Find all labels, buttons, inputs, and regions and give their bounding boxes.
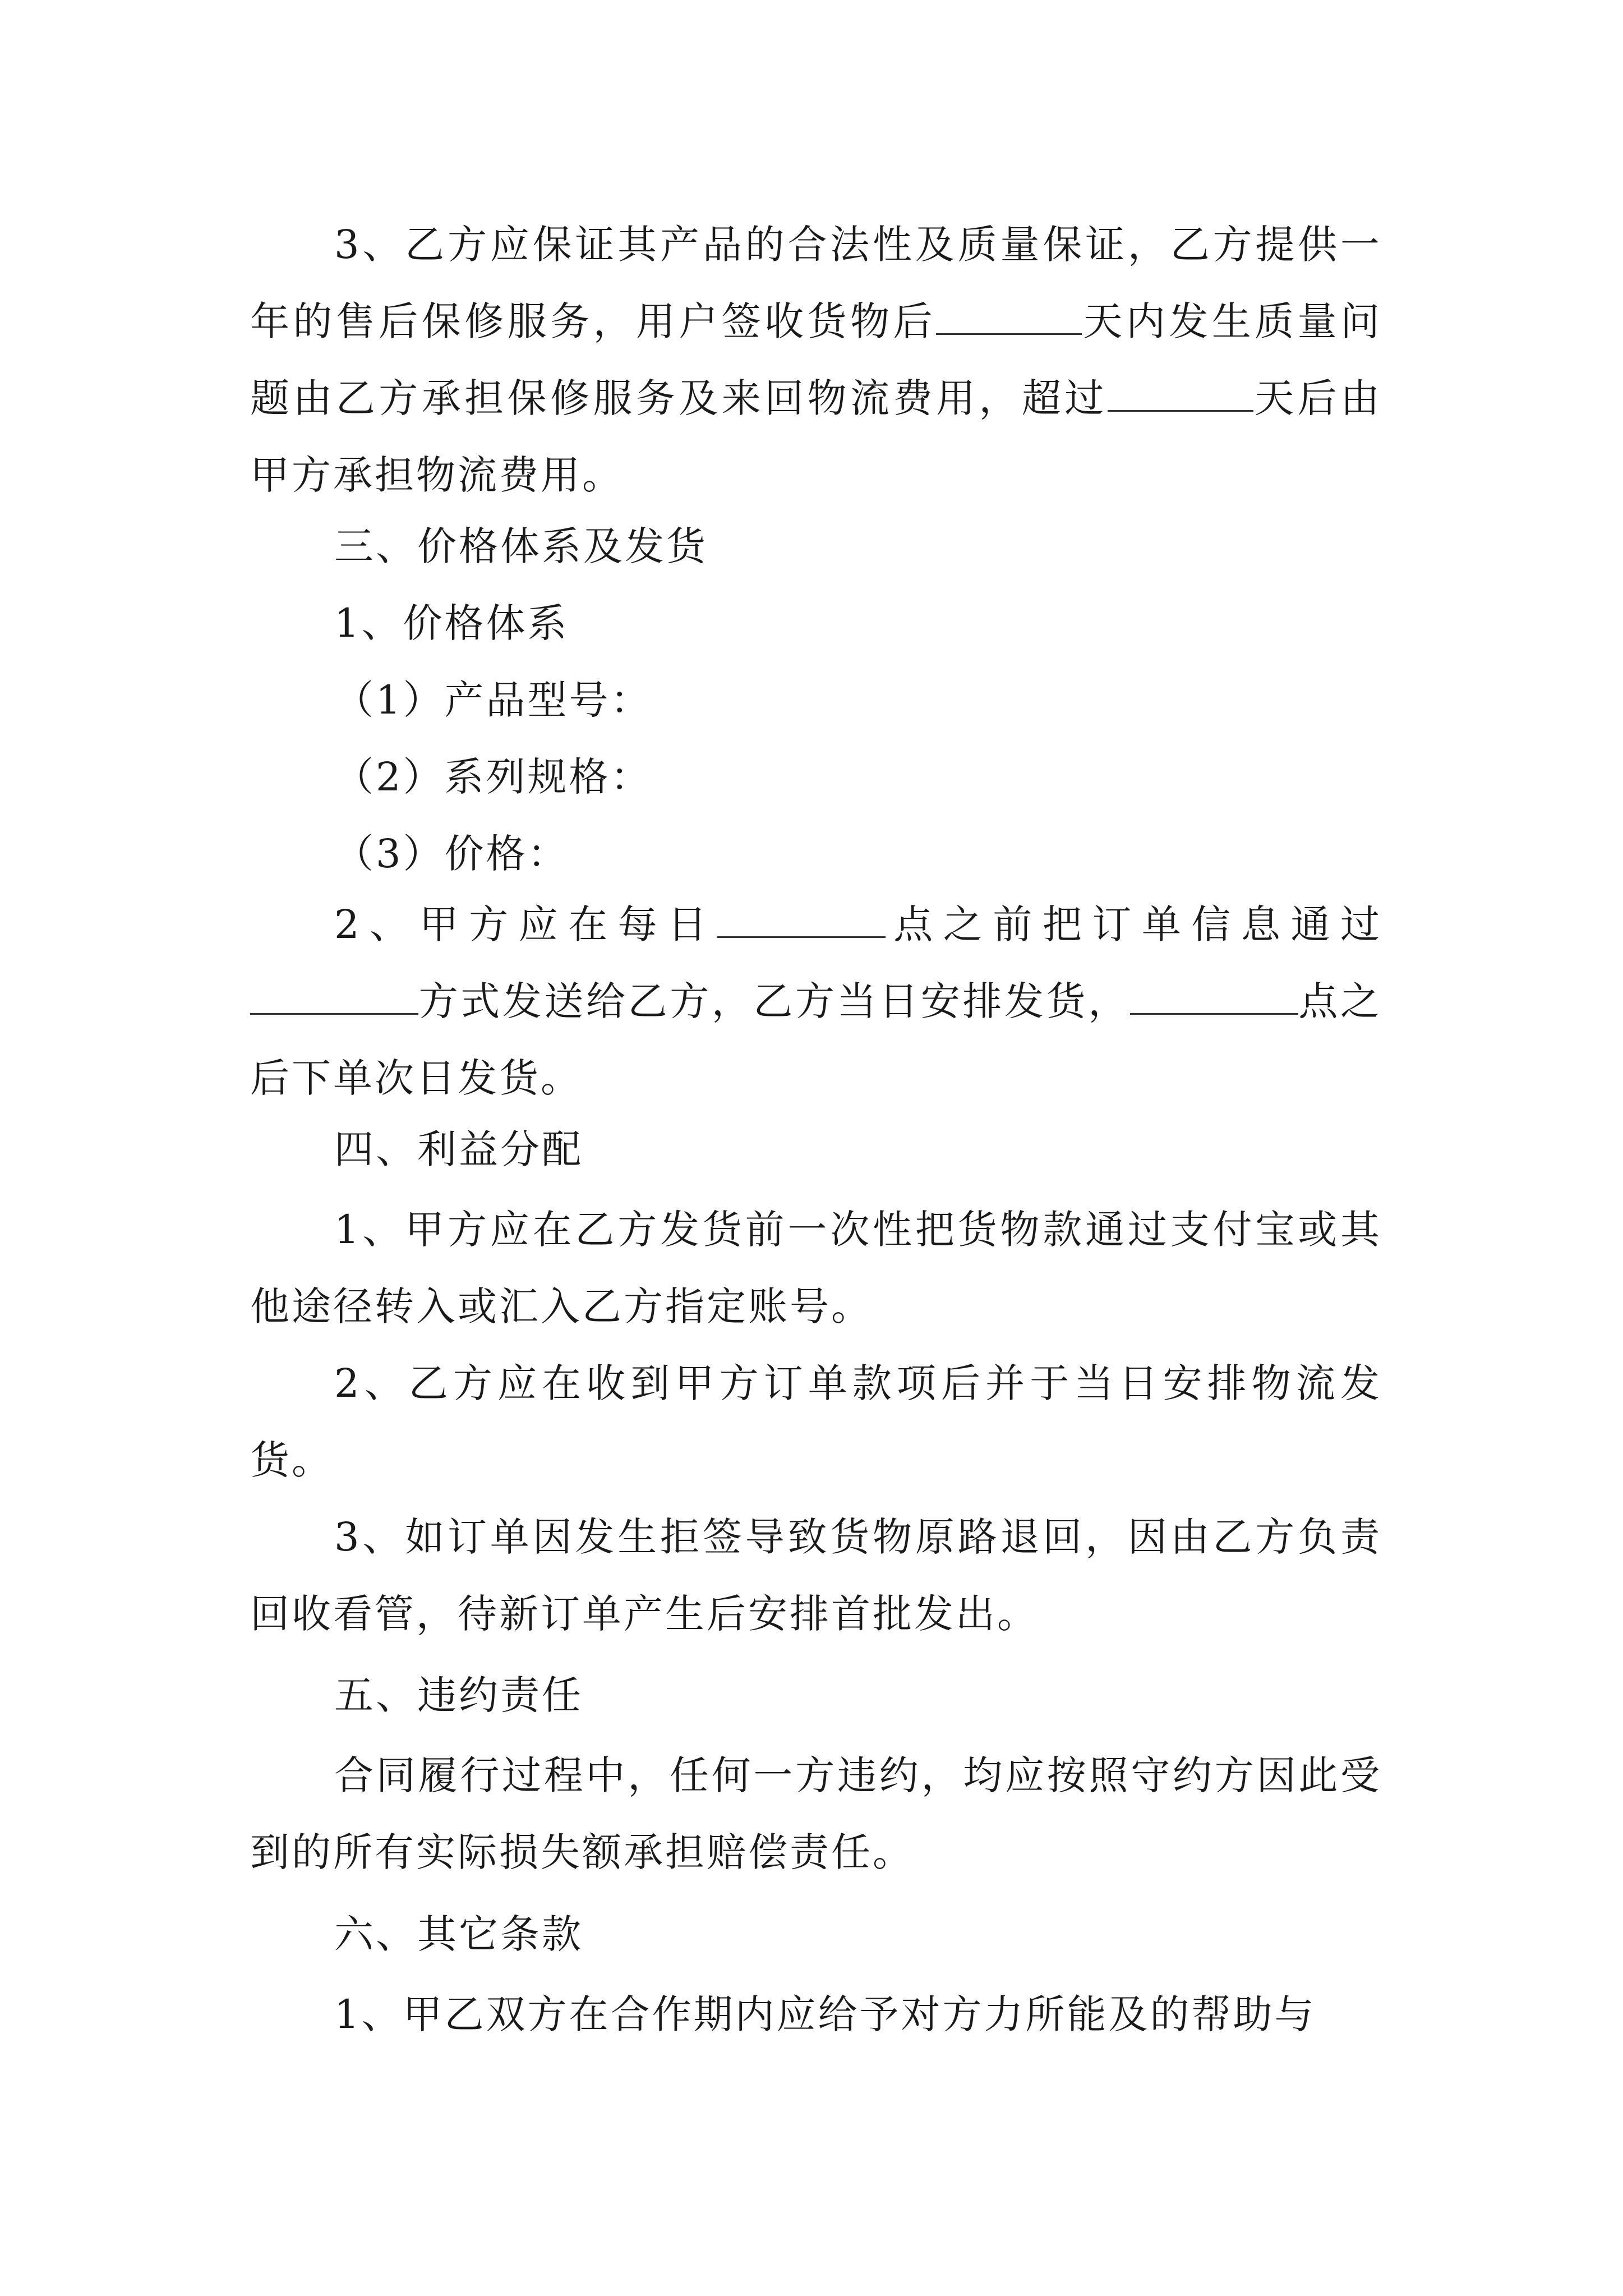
blank-method — [250, 979, 418, 1015]
section-4-heading: 四、利益分配 — [334, 1126, 583, 1172]
item-2-text-a: 2、甲方应在每日 — [334, 901, 717, 947]
clause-3-text-b: 天内发生质量问题由乙方承担保修服务及来回物流费用，超过 — [250, 298, 1382, 421]
clause-3-text-a: 3、乙方应保证其产品的合法性及质量保证，乙方提供一年的售后保修服务，用户签收货物后 — [250, 222, 1382, 344]
section-5-heading: 五、违约责任 — [334, 1672, 583, 1718]
section-3-sub-1: （1）产品型号： — [334, 677, 652, 723]
blank-time-1 — [717, 903, 886, 938]
blank-days-1 — [936, 300, 1082, 335]
section-3-sub-3: （3）价格： — [334, 831, 569, 877]
section-4-item-2: 2、乙方应在收到甲方订单款项后并于当日安排物流发货。 — [250, 1360, 1382, 1483]
section-3-sub-2: （2）系列规格： — [334, 754, 652, 800]
blank-time-2 — [1130, 979, 1298, 1015]
section-6-heading: 六、其它条款 — [334, 1911, 583, 1957]
section-5-body: 合同履行过程中，任何一方违约，均应按照守约方因此受到的所有实际损失额承担赔偿责任。 — [250, 1752, 1382, 1875]
clause-3-text-c: 天后由甲方承担物流费用。 — [250, 375, 1382, 498]
section-3-heading: 三、价格体系及发货 — [334, 523, 708, 569]
item-2-text-c: 方式发送给乙方，乙方当日安排发货， — [418, 978, 1130, 1024]
section-3-item-2 — [250, 886, 1382, 1117]
item-2-text-b: 点之前把订单信息通过 — [885, 901, 1382, 947]
item-2-text-d: 点之后下单次日发货。 — [250, 978, 1382, 1101]
blank-days-2 — [1108, 376, 1253, 412]
section-4-item-1: 1、甲方应在乙方发货前一次性把货物款通过支付宝或其他途径转入或汇入乙方指定账号。 — [250, 1207, 1382, 1329]
section-3-item-1: 1、价格体系 — [334, 600, 569, 646]
clause-3-quality-warranty — [250, 206, 1382, 514]
section-6-item-1: 1、甲乙双方在合作期内应给予对方力所能及的帮助与 — [334, 1991, 1316, 2037]
section-4-item-3: 3、如订单因发生拒签导致货物原路退回，因由乙方负责回收看管，待新订单产生后安排首批发出。 — [250, 1514, 1382, 1637]
